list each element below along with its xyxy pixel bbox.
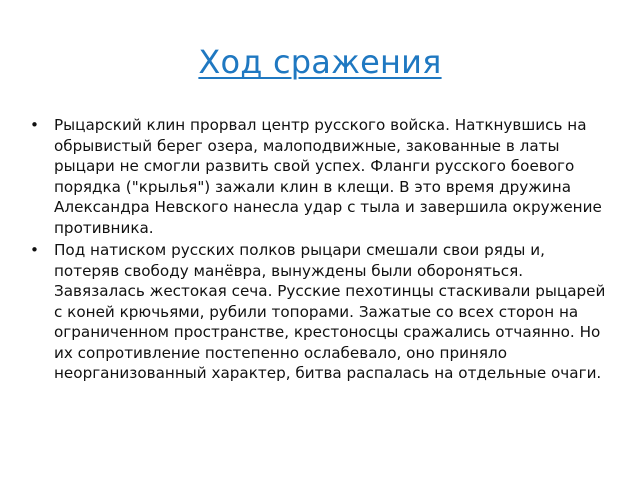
slide-title: Ход сражения bbox=[198, 43, 442, 81]
bullet-text: Под натиском русских полков рыцари смешали свои ряды и, потеряв свободу манёвра, вынуждены были обороняться. Завязалась жестокая сеча. Русские пехотинцы стаскивали рыцарей с коней крючьями, рубили топорами. Зажатые со всех сторон на ограниченном пространстве, крестоносцы сражались отчаянно. Но их сопротивление постепенно ослабевало, оно приняло неорганизованный характер, битва распалась на отдельные очаги. bbox=[54, 241, 606, 382]
bullet-text: Рыцарский клин прорвал центр русского войска. Наткнувшись на обрывистый берег озера, малоподвижные, закованные в латы рыцари не смогли развить свой успех. Фланги русского боевого порядка ("крылья") зажали клин в клещи. В это время дружина Александра Невского нанесла удар с тыла и завершила окружение противника. bbox=[54, 116, 602, 237]
bullet-item-1 bbox=[30, 115, 610, 238]
bullet-item-2 bbox=[30, 240, 610, 384]
bullet-dot-icon: • bbox=[30, 241, 39, 259]
bullet-list bbox=[30, 115, 610, 386]
bullet-dot-icon: • bbox=[30, 116, 39, 134]
